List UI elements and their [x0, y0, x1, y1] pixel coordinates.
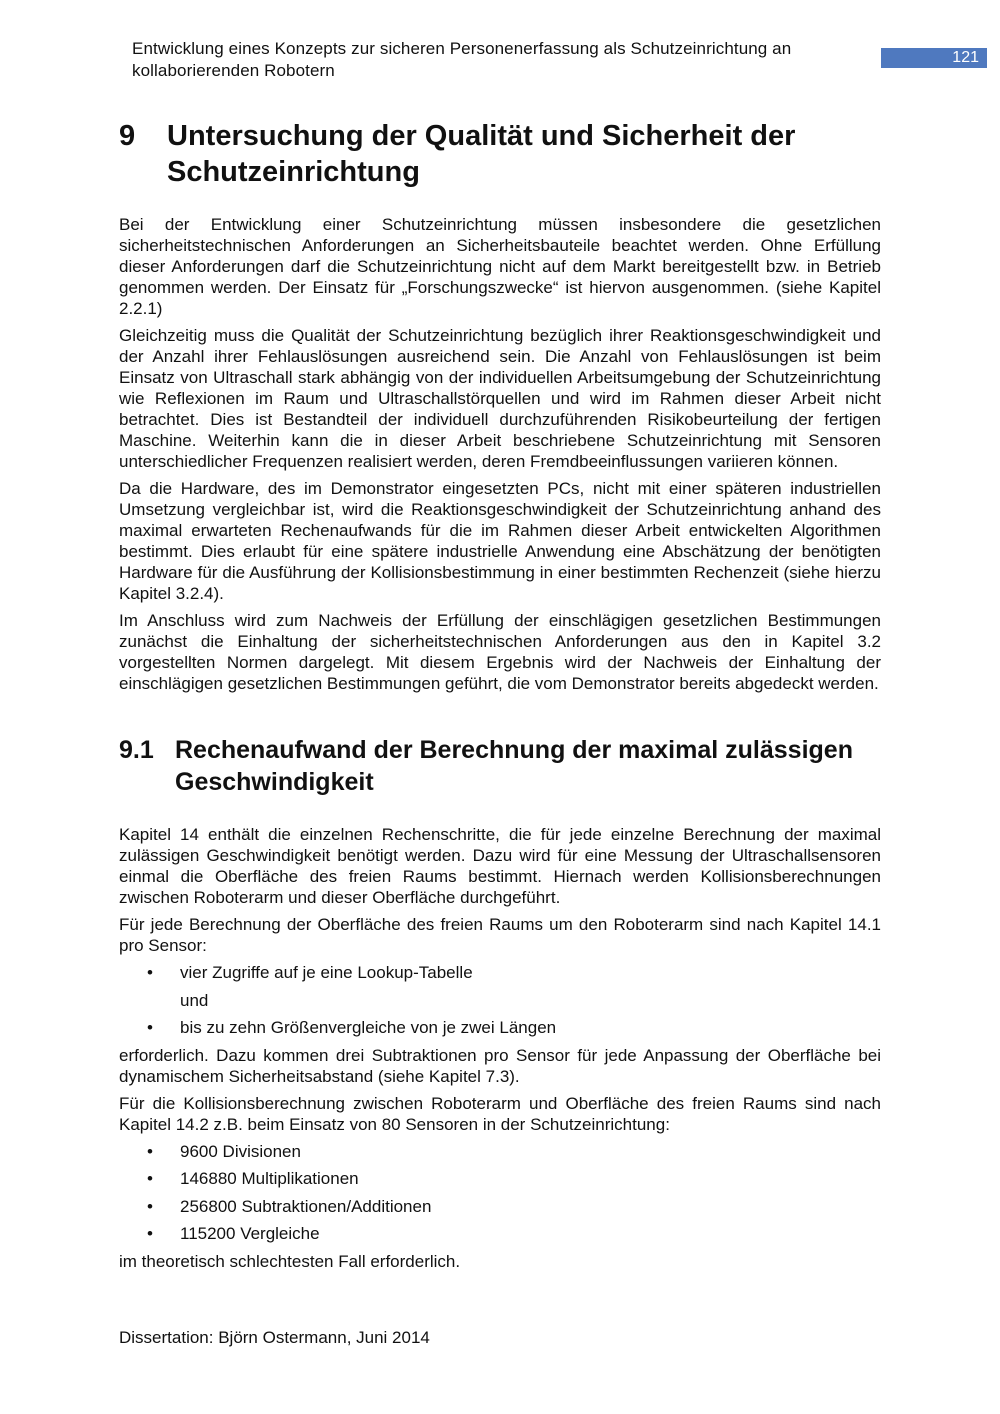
- section-paragraph: Für jede Berechnung der Oberfläche des freien Raums um den Roboterarm sind nach Kapitel 14.1 pro Sensor:: [119, 915, 881, 955]
- running-header-title: Entwicklung eines Konzepts zur sicheren Personenerfassung als Schutzeinrichtung an kollaborierenden Robotern: [132, 39, 792, 80]
- list-item: • 146880 Multiplikationen: [119, 1168, 881, 1189]
- section-title: Rechenaufwand der Berechnung der maximal zulässigen Geschwindigkeit: [175, 736, 853, 796]
- section-paragraph: erforderlich. Dazu kommen drei Subtraktionen pro Sensor für jede Anpassung der Oberfläche bei dynamischem Sicherheitsabstand (siehe Kapitel 7.3).: [119, 1045, 881, 1086]
- list-item: • bis zu zehn Größenvergleiche von je zwei Längen: [119, 1017, 881, 1038]
- list-connector: und: [180, 990, 209, 1010]
- section-paragraph: Kapitel 14 enthält die einzelnen Rechenschritte, die für jede einzelne Berechnung der maximal zulässigen Geschwindigkeit benötigt werden. Dazu wird für eine Messung der Ultraschallsensoren einmal die Oberfläche des freien Raums bestimmt. Hiernach werden Kollisionsberechnungen zwischen Roboterarm und dieser Oberfläche durchgeführt.: [119, 825, 881, 907]
- chapter-paragraph: Da die Hardware, des im Demonstrator eingesetzten PCs, nicht mit einer späteren industriellen Umsetzung vergleichbar ist, wird die Reaktionsgeschwindigkeit der Schutzeinrichtung anhand des maximal erwarteten Rechenaufwands für die im Rahmen dieser Arbeit entwickelten Algorithmen bestimmt. Dies erlaubt für eine spätere industrielle Anwendung eine Abschätzung der benötigten Hardware für die Ausführung der Kollisionsbestimmung in einer bestimmten Rechenzeit (siehe hierzu Kapitel 3.2.4).: [119, 479, 881, 603]
- chapter-paragraph: Gleichzeitig muss die Qualität der Schutzeinrichtung bezüglich ihrer Reaktionsgeschwindigkeit und der Anzahl ihrer Fehlauslösungen ausreichend sein. Die Anzahl von Fehlauslösungen ist beim Einsatz von Ultraschall stark abhängig von der individuellen Arbeitsumgebung der Schutzeinrichtung wie Reflexionen im Raum und Ultraschallstörquellen und wird im Rahmen dieser Arbeit nicht betrachtet. Dies ist Bestandteil der individuell durchzuführenden Risikobeurteilung der fertigen Maschine. Weiterhin kann die in dieser Arbeit beschriebene Schutzeinrichtung mit Sensoren unterschiedlicher Frequenzen realisiert werden, deren Fremdbeeinflussungen variieren können.: [119, 326, 881, 471]
- chapter-paragraph: Bei der Entwicklung einer Schutzeinrichtung müssen insbesondere die gesetzlichen sicherheitstechnischen Anforderungen an Sicherheitsbauteile beachtet werden. Ohne Erfüllung dieser Anforderungen darf die Schutzeinrichtung nicht auf dem Markt bereitgestellt bzw. in Betrieb genommen werden. Der Einsatz für „Forschungszwecke“ ist hiervon ausgenommen. (siehe Kapitel 2.2.1): [119, 215, 881, 318]
- chapter-paragraph: Im Anschluss wird zum Nachweis der Erfüllung der einschlägigen gesetzlichen Bestimmungen zunächst die Einhaltung der sicherheitstechnischen Anforderungen aus den in Kapitel 3.2 vorgestellten Normen dargelegt. Mit diesem Ergebnis wird der Nachweis der Einhaltung der einschlägigen gesetzlichen Bestimmungen geführt, die vom Demonstrator bereits abgedeckt werden.: [119, 611, 881, 693]
- list-item: • 9600 Divisionen: [119, 1141, 881, 1162]
- section-paragraph: Für die Kollisionsberechnung zwischen Roboterarm und Oberfläche des freien Raums sind nach Kapitel 14.2 z.B. beim Einsatz von 80 Sensoren in der Schutzeinrichtung:: [119, 1093, 881, 1134]
- chapter-title: Untersuchung der Qualität und Sicherheit der Schutzeinrichtung: [167, 120, 796, 188]
- list-item: • vier Zugriffe auf je eine Lookup-Tabelle: [119, 962, 881, 983]
- sensor-operations-list-continued: [119, 1017, 881, 1038]
- section-number: 9.1: [119, 736, 154, 764]
- collision-operations-list: [119, 1141, 881, 1245]
- section-heading: [119, 734, 881, 798]
- sensor-operations-list: [119, 962, 881, 983]
- section-paragraph: im theoretisch schlechtesten Fall erforderlich.: [119, 1251, 461, 1271]
- page-number-badge: 121: [881, 48, 987, 68]
- chapter-heading: [119, 118, 881, 190]
- page-content: [119, 118, 881, 1278]
- chapter-number: 9: [119, 120, 136, 152]
- page-footer: Dissertation: Björn Ostermann, Juni 2014: [119, 1328, 430, 1347]
- list-item: • 256800 Subtraktionen/Additionen: [119, 1196, 881, 1217]
- list-item: • 115200 Vergleiche: [119, 1223, 881, 1244]
